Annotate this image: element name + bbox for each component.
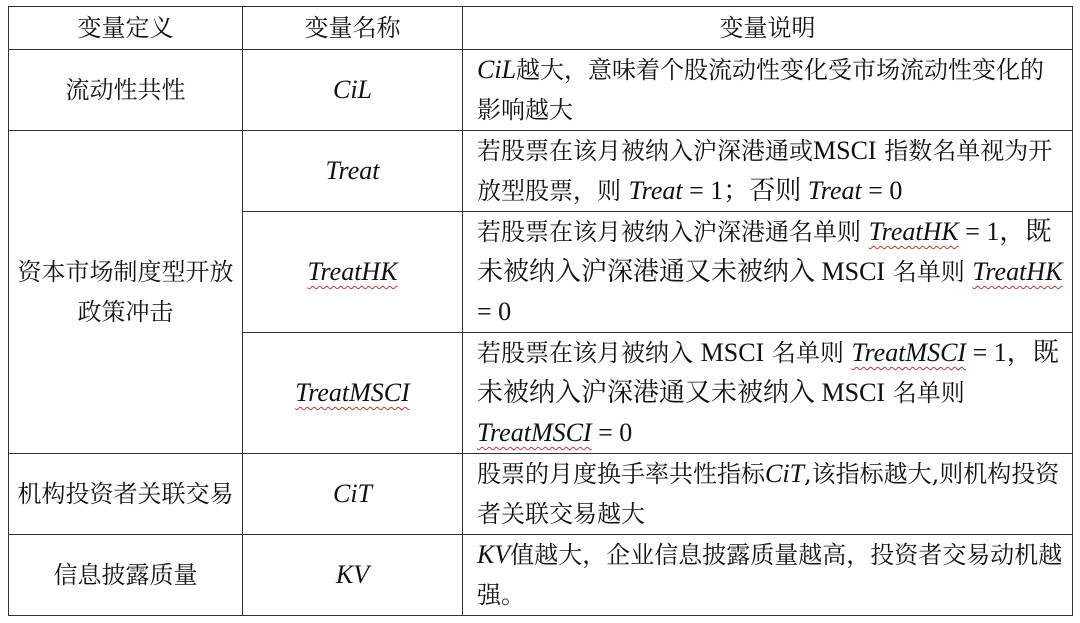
variable-symbol: TreatHK (307, 257, 398, 286)
description-text: MSCI (821, 378, 886, 407)
description-text: = 0 (477, 297, 512, 326)
cell-variable-name (243, 333, 463, 454)
header-name: 变量名称 (243, 7, 463, 50)
description-text: = 1；否则 (682, 176, 808, 205)
cell-description (463, 212, 1073, 333)
description-text: 若股票在该月被纳入 (477, 339, 701, 367)
table-header-row (9, 7, 1073, 50)
variable-symbol: CiT (332, 479, 373, 508)
variable-symbol: TreatHK (972, 257, 1063, 286)
cell-description (463, 535, 1073, 616)
cell-definition: 信息披露质量 (9, 535, 243, 616)
table-row (9, 50, 1073, 131)
description-text: 越大，意味着个股流动性变化受市场流动性变化的影响越大 (477, 56, 1045, 124)
variable-definition-table (8, 6, 1073, 616)
variable-symbol: CiL (332, 75, 373, 104)
variable-symbol: CiL (477, 55, 517, 84)
cell-variable-name (243, 212, 463, 333)
cell-definition: 资本市场制度型开放政策冲击 (9, 131, 243, 454)
header-description: 变量说明 (463, 7, 1073, 50)
description-text: 指数名单视为开放型股票，则 (477, 137, 1053, 205)
description-text: MSCI (813, 136, 877, 165)
description-text: 名单则 (885, 258, 973, 286)
description-text: 名单则 (764, 339, 852, 367)
description-text: = 1，既未被纳入沪深港通又未被纳入 (477, 217, 1052, 286)
variable-symbol: TreatHK (868, 217, 959, 246)
description-text: MSCI (821, 257, 886, 286)
description-text: 值越大，企业信息披露质量越高，投资者交易动机越强。 (477, 541, 1063, 609)
variable-symbol: Treat (807, 176, 862, 205)
description-text: = 0 (861, 176, 903, 205)
description-text: 股票的月度换手率共性指标 (477, 460, 765, 488)
cell-variable-name (243, 131, 463, 212)
variable-symbol: Treat (628, 176, 683, 205)
description-text: 名单则 (885, 379, 965, 407)
variable-symbol: CiT (765, 459, 805, 488)
description-text: = 0 (591, 418, 633, 447)
table-row (9, 454, 1073, 535)
variable-symbol: Treat (325, 156, 380, 185)
description-text: ,该指标越大,则机构投资者关联交易越大 (477, 460, 1060, 528)
cell-description (463, 333, 1073, 454)
description-text: = 1，既未被纳入沪深港通又未被纳入 (477, 338, 1059, 407)
cell-description (463, 454, 1073, 535)
cell-description (463, 50, 1073, 131)
description-text: 若股票在该月被纳入沪深港通名单则 (477, 218, 869, 246)
table-row (9, 131, 1073, 212)
variable-symbol: TreatMSCI (851, 338, 967, 367)
cell-description (463, 131, 1073, 212)
cell-variable-name (243, 535, 463, 616)
cell-variable-name (243, 454, 463, 535)
cell-definition: 流动性共性 (9, 50, 243, 131)
variable-symbol: KV (335, 560, 370, 589)
header-definition: 变量定义 (9, 7, 243, 50)
variable-symbol: TreatMSCI (477, 418, 592, 447)
variable-symbol: KV (477, 540, 511, 569)
cell-variable-name (243, 50, 463, 131)
variable-table-container (8, 6, 1073, 616)
description-text: 若股票在该月被纳入沪深港通或 (477, 137, 813, 165)
table-row (9, 535, 1073, 616)
cell-definition: 机构投资者关联交易 (9, 454, 243, 535)
description-text: MSCI (700, 338, 765, 367)
variable-symbol: TreatMSCI (295, 378, 410, 407)
